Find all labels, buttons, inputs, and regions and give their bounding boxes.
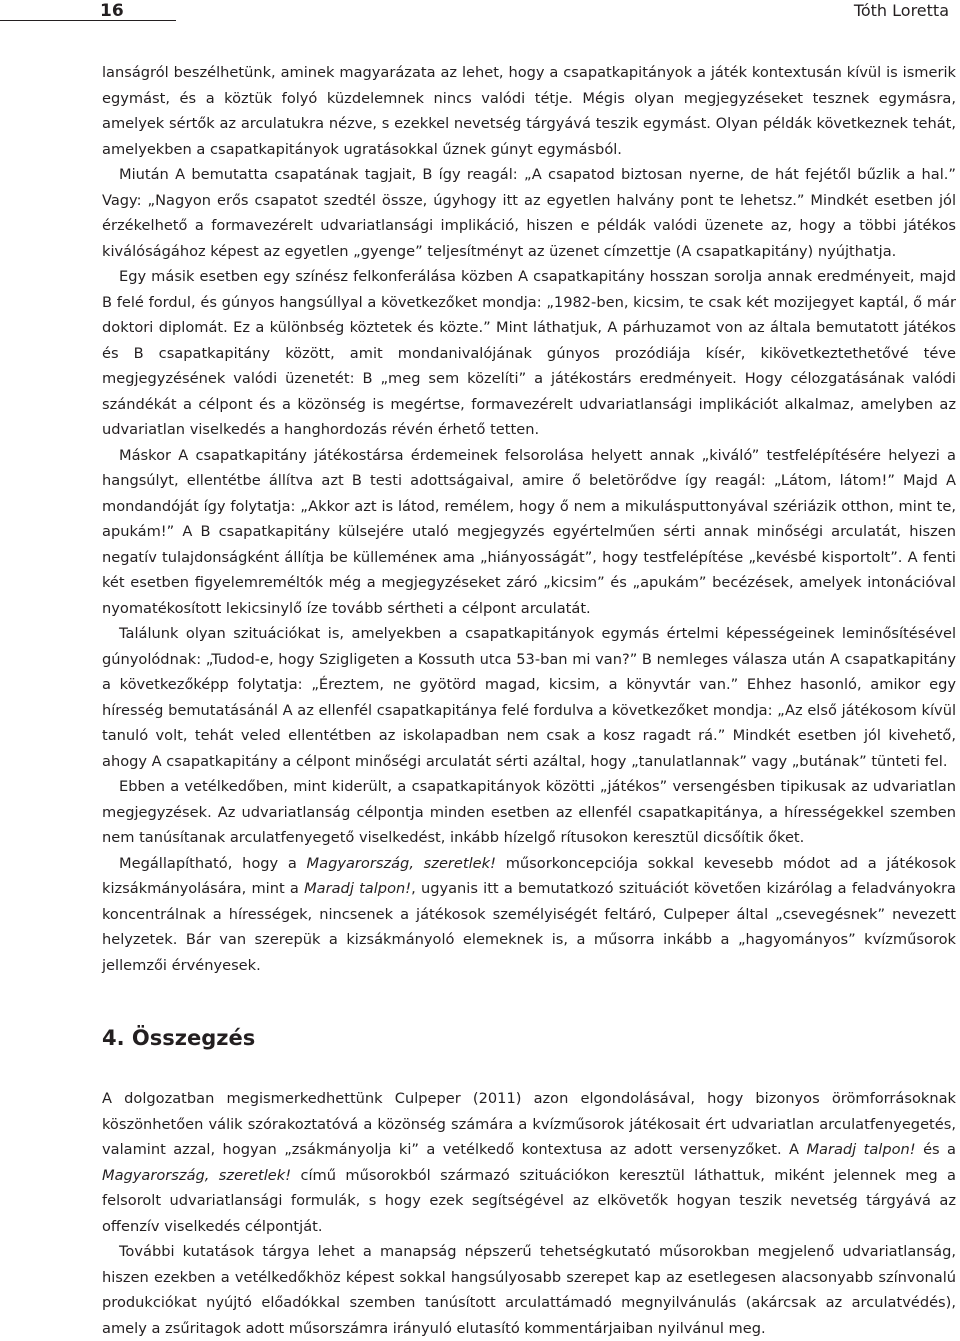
- italic-title: Magyarország, szeretlek!: [306, 854, 496, 872]
- paragraph-text: lanságról beszélhetünk, aminek magyarázata az lehet, hogy a csapatkapitányok a játék kontextusán kívül is ismerik egymást, és a köztük folyó küzdelemnek nincs valódi tétje. Mégis olyan megjegyzéseket tesznek egymásra, amelyek sértők az arculatukra nézve, s ezekkel nevetség tárgyává teszik egymást. Olyan példák következnek tehát, amelyekben a csapatkapitányok ugratásokkal űznek gúnyt egymásból.: [102, 64, 956, 158]
- paragraph-text: A dolgozatban megismerkedhettünk Culpeper (2011) azon elgondolásával, hogy bizonyos örömforrásoknak köszönhetően válik szórakoztatóvá a közönség számára a kvízműsorok játékosait ért udvariatlan arculatfenyegetés, valamint azzal, hogyan „zsákmányolja ki” a vetélkedő kontextusa az adott versenyzőket. A: [102, 1090, 956, 1158]
- header-rule: [0, 20, 176, 21]
- running-header-author: Tóth Loretta: [853, 1, 949, 20]
- paragraph-text: Máskor A csapatkapitány játékostársa érdemeinek felsorolása helyett annak „kiváló” testfelépítésére helyezi a hangsúlyt, ellentétbe állítva azt B testi adottságaival, amire ő beletörődve így reagál: „Látom, látom!” Majd A mondandóját így folytatja: „Akkor azt is látod, remélem, hogy ő nem a mikulásputtonyával szériázik otthon, mint te, apukám!” A B csapatkapitány külsejére utaló megjegyzés egyértelműen sérti annak minőségi arculatát, hiszen negatív tulajdonságként állítja be külleméneк ama „hiányosságát”, hogy testfelépítése „kevésbé kisportolt”. A fenti két esetben figyelemreméltók még a megjegyzéseket záró „kicsim” és „apukám” becézések, amelyek intonációval nyomatékosított lekicsinylő íze tovább sértheti a célpont arculatát.: [102, 446, 956, 617]
- italic-title: Maradj talpon!: [806, 1141, 916, 1158]
- body-text: [102, 60, 956, 978]
- paragraph: [102, 851, 956, 979]
- paragraph-text: , ugyanis itt a bemutatkozó szituációt követően kizárólag a feladványokra koncentrálnak a hírességek, nincsenek a játékosok személyiségét feltáró, Culpeper által „csevegésnek” nevezett helyzetek. Bár van szerepük a kizsákmányoló elemeknek is, a műsorra inkább a „hagyományos” kvízműsorok jellemzői érvényesek.: [102, 880, 956, 974]
- paragraph: [102, 621, 956, 774]
- italic-title: Magyarország, szeretlek!: [102, 1166, 292, 1184]
- paragraph: [102, 60, 956, 162]
- paragraph-text: című műsorokból származó szituációkon keresztül láthattuk, miként jelennek meg a felsorolt udvariatlansági formulák, s hogy ezek segítségével az elkövetők hogyan teszik nevetség tárgyává az offenzív viselkedés célpontját.: [102, 1166, 956, 1235]
- paragraph: [102, 774, 956, 851]
- paragraph-text: Megállapítható, hogy a: [119, 854, 307, 872]
- page-number: 16: [100, 1, 124, 21]
- closing-text: [102, 1086, 956, 1341]
- paragraph: [102, 1239, 956, 1341]
- page-header: [0, 0, 960, 24]
- paragraph-text: Ebben a vetélkedőben, mint kiderült, a csapatkapitányok közötti „játékos” versengésben tipikusak az udvariatlan megjegyzések. Az udvariatlanság célpontja minden esetben az ellenfél csapatkapitánya, a hírességekkel szemben nem tanúsítanak arculatfenyegető viselkedést, inkább hízelgő rítusokon keresztül dicsőítik őket.: [102, 778, 956, 846]
- paragraph: [102, 1086, 956, 1239]
- paragraph-text: Egy másik esetben egy színész felkonferálása közben A csapatkapitány hosszan sorolja annak eredményeit, majd B felé fordul, és gúnyos hangsúllyal a következőket mondja: „1982-ben, kicsim, te csak két mozijegyet kaptál, ő már doktori diplomát. Ez a különbség köztetek és közte.” Mint láthatjuk, A párhuzamot von az általa bemutatott játékos és B csapatkapitány között, amit mondanivalójának gúnyos prozódiája kísér, kikövetkeztethetővé téve megjegyzésének valódi üzenetét: B „meg sem közelíti” a játékostárs eredményeit. Hogy célozgatásának valódi szándékát a célpont és a közönség is megértse, formavezérelt udvariatlansági implikációt alkalmaz, amelyben az udvariatlan viselkedés a hanghordozás révén érhető tetten.: [102, 268, 956, 438]
- paragraph-text: Miután A bemutatta csapatának tagjait, B így reagál: „A csapatod biztosan nyerne, de hát fejétől bűzlik a hal.” Vagy: „Nagyon erős csapatot szedtél össze, úgyhogy itt az egyetlen halvány pont te lehetsz.” Mindkét esetben jól érzékelhető a formavezérelt udvariatlansági implikáció, hiszen e példák valódi üzenete az, hogy a többi játékos kiválóságához képest az egyetlen „gyenge” teljesítményt az üzenet címzettje (A csapatkapitány) nyújthatja.: [102, 166, 956, 260]
- paragraph: [102, 443, 956, 622]
- paragraph-text: műsorkoncepciója sokkal kevesebb módot ad a játékosok kizsákmányolására, mint a: [102, 854, 956, 897]
- paragraph: [102, 264, 956, 443]
- italic-title: Maradj talpon!: [304, 880, 412, 897]
- paragraph-text: Találunk olyan szituációkat is, amelyekben a csapatkapitányok egymás értelmi képességeinek leminősítésével gúnyolódnak: „Tudod-e, hogy Szigligeten a Kossuth utca 53-ban mi van?” B nemleges válasza után A csapatkapitány a következőképp folytatja: „Éreztem, ne gyötörd magad, kicsim, a könyvtár van.” Ehhez hasonló, amikor egy híresség bemutatásánál A az ellenfél csapatkapitánya felé fordulva a következőket mondja: „Az első játékosom kívül tanuló volt, tehát veled ellentétben az iskolapadban nem csak a kosz ragadt rá.” Mindkét esetben jól kivehető, ahogy A csapatkapitány a célpont minőségi arculatát sérti azáltal, hogy „tanulatlannak” vagy „butának” tünteti fel.: [102, 625, 956, 770]
- paragraph: [102, 162, 956, 264]
- paragraph-text: és a: [915, 1141, 956, 1158]
- section-heading: 4. Összegzés: [102, 1026, 256, 1050]
- paragraph-text: További kutatások tárgya lehet a manapság népszerű tehetségkutató műsorokban megjelenő udvariatlanság, hiszen ezekben a vetélkedőkhöz képest sokkal hangsúlyosabb szerepet kap az esetlegesen alacsonyabb színvonalú produkciókat nyújtó előadókkal szemben tanúsított arculattámadó megnyilvánulás (akárcsak az arculatvédés), amely a zsűritagok adott műsorszámra irányuló elutasító kommentárjaiban nyilvánul meg.: [102, 1243, 956, 1337]
- page-body: [102, 60, 956, 1341]
